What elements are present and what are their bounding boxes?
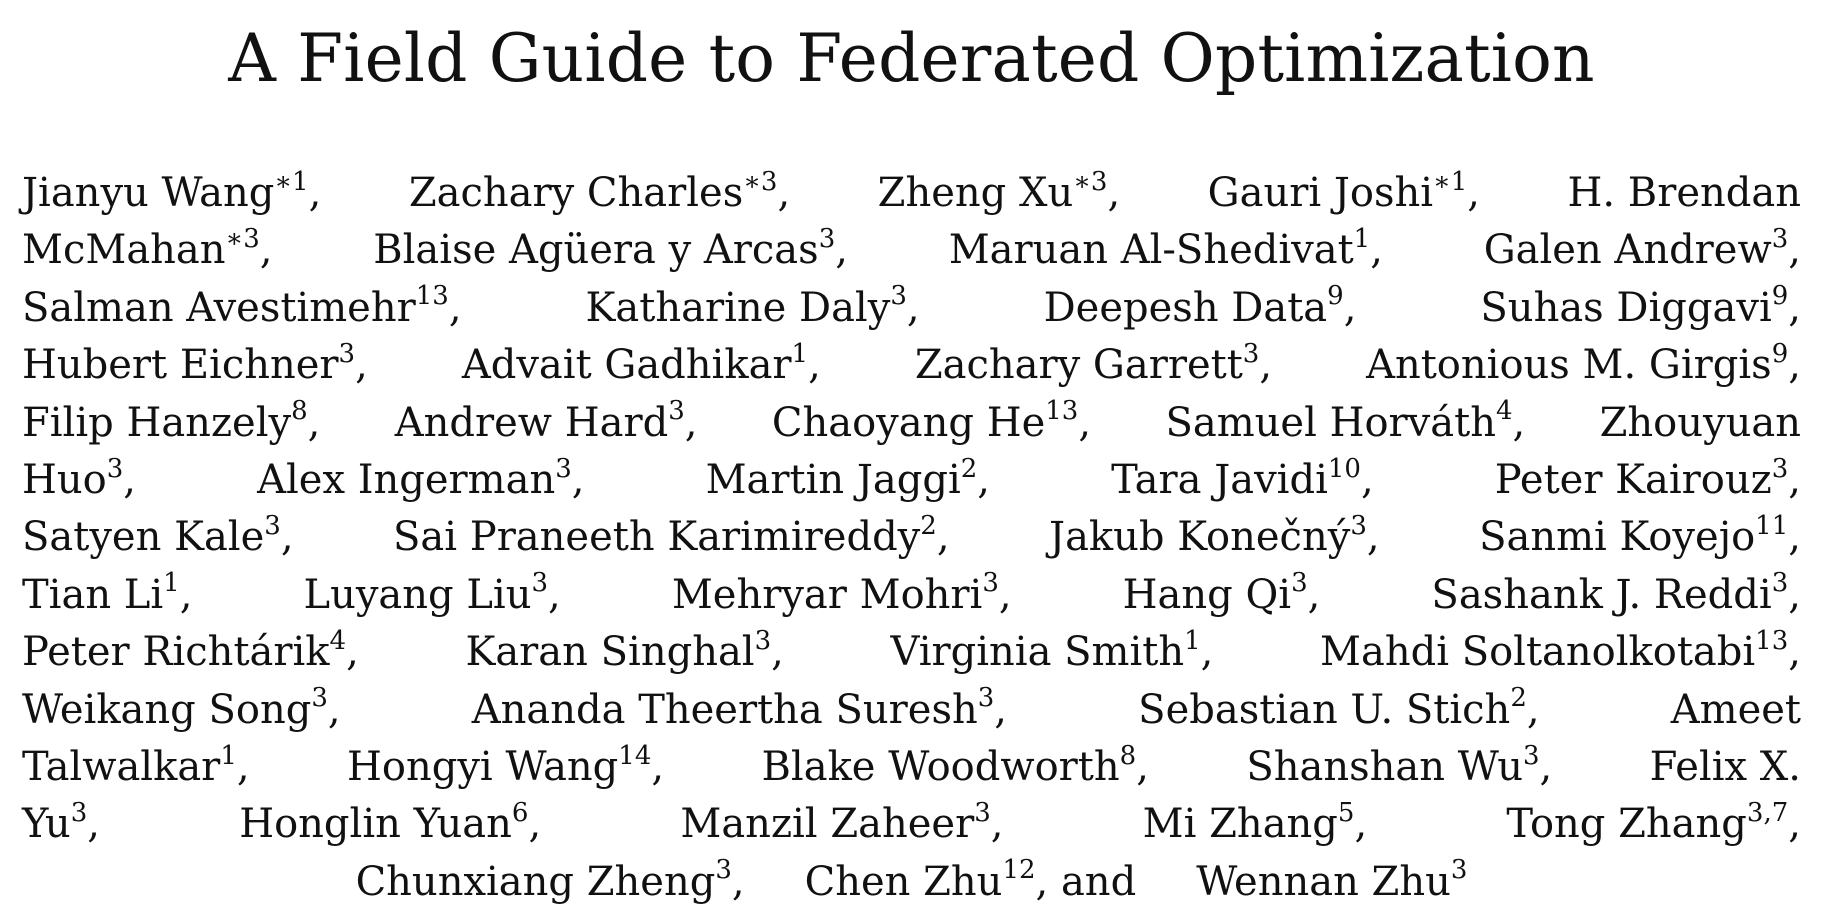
author-name: Wennan Zhu bbox=[1196, 858, 1451, 905]
affiliation-marker: 13 bbox=[415, 281, 449, 312]
author-entry bbox=[22, 452, 136, 509]
author-separator: , bbox=[1788, 284, 1801, 331]
affiliation-marker: 3 bbox=[555, 453, 572, 484]
author-entry bbox=[409, 165, 790, 222]
author-entry bbox=[22, 739, 250, 796]
author-name: Suhas Diggavi bbox=[1480, 284, 1772, 331]
affiliation-marker: 4 bbox=[1495, 396, 1513, 427]
affiliation-marker: 1 bbox=[1184, 625, 1201, 656]
author-separator: , bbox=[528, 801, 542, 848]
author-name: Blaise Agüera y Arcas bbox=[373, 227, 819, 274]
author-name: Luyang Liu bbox=[303, 571, 532, 618]
author-entry bbox=[1431, 567, 1801, 624]
author-name: Sebastian U. Stich bbox=[1138, 686, 1511, 733]
author-separator: , bbox=[1788, 571, 1801, 618]
affiliation-marker: 3 bbox=[1291, 568, 1308, 599]
author-separator: , bbox=[1259, 342, 1273, 389]
author-entry bbox=[462, 337, 821, 394]
affiliation-marker: 11 bbox=[1755, 511, 1789, 542]
author-separator: , bbox=[87, 801, 100, 848]
author-name: Talwalkar bbox=[22, 743, 221, 790]
author-entry bbox=[472, 682, 1007, 739]
author-line bbox=[22, 509, 1801, 566]
affiliation-marker: 3 bbox=[1450, 855, 1468, 886]
author-name: McMahan bbox=[22, 227, 226, 274]
affiliation-marker: ∗1 bbox=[274, 166, 309, 197]
author-line bbox=[22, 682, 1801, 739]
author-name: H. Brendan bbox=[1567, 170, 1801, 216]
author-entry bbox=[22, 280, 462, 337]
affiliation-marker: ∗3 bbox=[1073, 166, 1108, 197]
author-name: Katharine Daly bbox=[585, 284, 891, 331]
author-separator: , bbox=[179, 571, 193, 618]
author-name: Advait Gadhikar bbox=[461, 342, 792, 389]
author-line bbox=[22, 739, 1801, 796]
author-separator: , bbox=[1788, 342, 1801, 389]
author-entry bbox=[22, 165, 321, 222]
affiliation-marker: ∗1 bbox=[1433, 166, 1468, 197]
author-separator: , bbox=[1370, 227, 1383, 274]
author-separator: , bbox=[571, 456, 585, 503]
author-entry bbox=[1044, 280, 1357, 337]
author-name: Hang Qi bbox=[1122, 571, 1292, 618]
affiliation-marker: 3 bbox=[890, 281, 907, 312]
author-entry bbox=[706, 452, 990, 509]
affiliation-marker: 9 bbox=[1327, 281, 1344, 312]
author-line bbox=[22, 222, 1801, 279]
author-name: Weikang Song bbox=[22, 686, 312, 733]
author-name: Mahdi Soltanolkotabi bbox=[1320, 629, 1756, 676]
affiliation-marker: 3 bbox=[1242, 338, 1260, 369]
affiliation-marker: 2 bbox=[960, 453, 978, 484]
author-separator: , bbox=[1354, 801, 1368, 848]
affiliation-marker: 8 bbox=[1119, 740, 1137, 771]
affiliation-marker: 3 bbox=[1350, 511, 1367, 542]
author-separator: , bbox=[1136, 743, 1149, 790]
author-separator: , bbox=[548, 571, 561, 618]
author-entry bbox=[1143, 796, 1368, 853]
author-name: Sanmi Koyejo bbox=[1479, 514, 1756, 561]
author-entry bbox=[22, 624, 359, 681]
author-line bbox=[22, 624, 1801, 681]
author-entry bbox=[393, 509, 950, 566]
author-entry bbox=[772, 395, 1091, 452]
affiliation-marker: 9 bbox=[1771, 281, 1789, 312]
author-line bbox=[22, 395, 1801, 452]
author-entry bbox=[1138, 682, 1539, 739]
author-entry bbox=[373, 222, 848, 279]
author-name: Sai Praneeth Karimireddy bbox=[393, 514, 921, 561]
author-separator: , bbox=[448, 284, 462, 331]
author-name: Karan Singhal bbox=[465, 629, 755, 676]
affiliation-marker: 3 bbox=[715, 855, 732, 886]
affiliation-marker: 3 bbox=[1522, 740, 1540, 771]
affiliation-marker: 13 bbox=[1755, 625, 1789, 656]
author-separator: , bbox=[777, 170, 791, 216]
affiliation-marker: ∗3 bbox=[743, 166, 778, 197]
affiliation-marker: 3 bbox=[982, 568, 999, 599]
author-separator: , bbox=[1788, 227, 1801, 274]
author-line bbox=[22, 567, 1801, 624]
affiliation-marker: 1 bbox=[163, 568, 180, 599]
author-entry bbox=[1165, 395, 1525, 452]
author-separator: , bbox=[327, 686, 341, 733]
author-entry bbox=[395, 395, 698, 452]
author-entry bbox=[1600, 395, 1801, 452]
author-entry bbox=[586, 280, 920, 337]
author-separator: , bbox=[1360, 456, 1374, 503]
author-line bbox=[22, 796, 1801, 853]
author-entry bbox=[465, 624, 783, 681]
author-line bbox=[22, 452, 1801, 509]
author-name: Filip Hanzely bbox=[22, 399, 292, 446]
author-line bbox=[22, 280, 1801, 337]
affiliation-marker: 8 bbox=[291, 396, 308, 427]
author-name: Ameet bbox=[1670, 686, 1801, 733]
author-separator: , bbox=[1366, 514, 1380, 561]
author-entry bbox=[672, 567, 1012, 624]
author-name: Deepesh Data bbox=[1043, 284, 1328, 331]
author-name: Hubert Eichner bbox=[22, 342, 339, 389]
author-entry bbox=[356, 854, 745, 911]
affiliation-marker: 6 bbox=[511, 797, 529, 828]
author-entry bbox=[915, 337, 1272, 394]
affiliation-marker: 5 bbox=[1337, 797, 1355, 828]
author-entry bbox=[1196, 854, 1467, 911]
author-name: Mehryar Mohri bbox=[671, 571, 983, 618]
affiliation-marker: 14 bbox=[618, 740, 652, 771]
affiliation-marker: 1 bbox=[220, 740, 237, 771]
author-entry bbox=[1208, 165, 1480, 222]
affiliation-marker: 3 bbox=[106, 453, 124, 484]
author-entry bbox=[22, 337, 368, 394]
author-separator: , bbox=[998, 571, 1012, 618]
author-name: Chaoyang He bbox=[771, 399, 1046, 446]
author-name: Antonious M. Girgis bbox=[1366, 342, 1772, 389]
affiliation-marker: 3 bbox=[974, 797, 991, 828]
author-name: Zachary Garrett bbox=[914, 342, 1243, 389]
author-separator: , bbox=[308, 170, 322, 216]
author-list bbox=[22, 165, 1801, 911]
affiliation-marker: 3 bbox=[338, 338, 356, 369]
author-entry bbox=[1671, 682, 1801, 739]
author-line bbox=[22, 337, 1801, 394]
author-name: Galen Andrew bbox=[1483, 227, 1772, 274]
author-separator: , bbox=[259, 227, 273, 274]
affiliation-marker: 3 bbox=[1771, 453, 1789, 484]
paper-title: A Field Guide to Federated Optimization bbox=[228, 20, 1595, 97]
author-name: Zhouyuan bbox=[1599, 399, 1801, 446]
affiliation-marker: 12 bbox=[1002, 855, 1036, 886]
author-name: Maruan Al-Shedivat bbox=[948, 227, 1354, 274]
author-separator: , bbox=[1200, 629, 1214, 676]
author-separator: , bbox=[280, 514, 294, 561]
author-entry bbox=[22, 222, 272, 279]
author-name: Martin Jaggi bbox=[705, 456, 961, 503]
author-entry bbox=[304, 567, 561, 624]
affiliation-marker: 9 bbox=[1771, 338, 1789, 369]
affiliation-marker: 3 bbox=[668, 396, 685, 427]
author-name: Chen Zhu bbox=[804, 858, 1003, 905]
author-entry bbox=[1246, 739, 1552, 796]
author-name: Tong Zhang bbox=[1506, 801, 1747, 848]
author-entry bbox=[1506, 796, 1801, 853]
author-name: Jianyu Wang bbox=[22, 170, 275, 216]
author-separator: , bbox=[307, 399, 321, 446]
author-name: Honglin Yuan bbox=[239, 801, 512, 848]
author-separator: , bbox=[651, 743, 665, 790]
author-separator: , bbox=[346, 629, 359, 676]
author-name: Felix X. bbox=[1649, 743, 1801, 790]
author-separator: , and bbox=[1035, 858, 1137, 905]
author-entry bbox=[1320, 624, 1801, 681]
affiliation-marker: 13 bbox=[1045, 396, 1079, 427]
affiliation-marker: 3 bbox=[311, 683, 328, 714]
affiliation-marker: 1 bbox=[1353, 224, 1371, 255]
author-name: Peter Kairouz bbox=[1494, 456, 1772, 503]
author-separator: , bbox=[1539, 743, 1553, 790]
affiliation-marker: ∗3 bbox=[225, 224, 260, 255]
author-separator: , bbox=[731, 858, 745, 905]
author-name: Salman Avestimehr bbox=[22, 284, 416, 331]
author-entry bbox=[347, 739, 664, 796]
author-separator: , bbox=[808, 342, 821, 389]
affiliation-marker: 10 bbox=[1327, 453, 1361, 484]
affiliation-marker: 3 bbox=[818, 224, 836, 255]
author-entry bbox=[1484, 222, 1801, 279]
author-entry bbox=[22, 395, 320, 452]
author-separator: , bbox=[1343, 284, 1357, 331]
affiliation-marker: 1 bbox=[791, 338, 809, 369]
author-separator: , bbox=[1307, 571, 1321, 618]
author-separator: , bbox=[771, 629, 784, 676]
author-name: Tian Li bbox=[22, 571, 164, 618]
author-separator: , bbox=[684, 399, 698, 446]
affiliation-marker: 3 bbox=[1771, 224, 1789, 255]
author-entry bbox=[1111, 452, 1374, 509]
author-name: Satyen Kale bbox=[22, 514, 265, 561]
author-separator: , bbox=[1526, 686, 1540, 733]
author-entry bbox=[805, 854, 1137, 911]
author-entry bbox=[257, 452, 584, 509]
author-separator: , bbox=[906, 284, 920, 331]
author-separator: , bbox=[1788, 514, 1801, 561]
author-name: Peter Richtárik bbox=[22, 629, 330, 676]
author-name: Huo bbox=[22, 456, 107, 503]
author-entry bbox=[762, 739, 1149, 796]
author-entry bbox=[1366, 337, 1801, 394]
author-name: Virginia Smith bbox=[890, 629, 1185, 676]
author-name: Alex Ingerman bbox=[257, 456, 556, 503]
author-separator: , bbox=[1467, 170, 1480, 216]
author-separator: , bbox=[1078, 399, 1092, 446]
author-name: Andrew Hard bbox=[394, 399, 669, 446]
author-entry bbox=[680, 796, 1003, 853]
author-separator: , bbox=[1788, 456, 1801, 503]
author-entry bbox=[22, 567, 192, 624]
author-name: Mi Zhang bbox=[1142, 801, 1338, 848]
affiliation-marker: 3 bbox=[531, 568, 549, 599]
author-separator: , bbox=[936, 514, 950, 561]
affiliation-marker: 4 bbox=[329, 625, 347, 656]
author-name: Jakub Konečný bbox=[1049, 514, 1351, 561]
author-name: Tara Javidi bbox=[1111, 456, 1328, 503]
author-separator: , bbox=[1512, 399, 1526, 446]
author-separator: , bbox=[236, 743, 250, 790]
author-entry bbox=[1650, 739, 1801, 796]
author-entry bbox=[239, 796, 541, 853]
author-separator: , bbox=[977, 456, 990, 503]
author-name: Zachary Charles bbox=[408, 170, 744, 216]
author-entry bbox=[1567, 165, 1800, 222]
author-name: Samuel Horváth bbox=[1165, 399, 1496, 446]
author-separator: , bbox=[1107, 170, 1121, 216]
author-name: Manzil Zaheer bbox=[680, 801, 975, 848]
author-name: Chunxiang Zheng bbox=[355, 858, 716, 905]
author-name: Zheng Xu bbox=[877, 170, 1074, 216]
author-entry bbox=[22, 509, 294, 566]
affiliation-marker: 3 bbox=[264, 511, 281, 542]
affiliation-marker: 3 bbox=[70, 797, 88, 828]
author-name: Ananda Theertha Suresh bbox=[471, 686, 978, 733]
author-separator: , bbox=[1788, 801, 1801, 848]
affiliation-marker: 3 bbox=[754, 625, 772, 656]
author-entry bbox=[1479, 509, 1801, 566]
author-name: Hongyi Wang bbox=[347, 743, 619, 790]
author-entry bbox=[949, 222, 1383, 279]
author-separator: , bbox=[835, 227, 848, 274]
author-name: Blake Woodworth bbox=[761, 743, 1120, 790]
author-entry bbox=[1495, 452, 1801, 509]
author-name: Sashank J. Reddi bbox=[1431, 571, 1772, 618]
author-name: Gauri Joshi bbox=[1207, 170, 1434, 216]
author-entry bbox=[891, 624, 1214, 681]
author-line bbox=[22, 165, 1801, 222]
affiliation-marker: 3 bbox=[977, 683, 995, 714]
author-entry bbox=[1123, 567, 1321, 624]
author-separator: , bbox=[1788, 629, 1801, 676]
author-entry bbox=[1049, 509, 1380, 566]
author-entry bbox=[22, 796, 100, 853]
author-separator: , bbox=[355, 342, 368, 389]
author-separator: , bbox=[990, 801, 1004, 848]
author-line bbox=[22, 854, 1801, 911]
author-name: Yu bbox=[22, 801, 71, 848]
author-entry bbox=[878, 165, 1120, 222]
author-name: Shanshan Wu bbox=[1246, 743, 1523, 790]
affiliation-marker: 3,7 bbox=[1746, 797, 1789, 828]
affiliation-marker: 2 bbox=[920, 511, 937, 542]
author-entry bbox=[22, 682, 341, 739]
author-separator: , bbox=[123, 456, 136, 503]
affiliation-marker: 2 bbox=[1510, 683, 1527, 714]
author-entry bbox=[1480, 280, 1801, 337]
author-separator: , bbox=[994, 686, 1008, 733]
affiliation-marker: 3 bbox=[1771, 568, 1789, 599]
